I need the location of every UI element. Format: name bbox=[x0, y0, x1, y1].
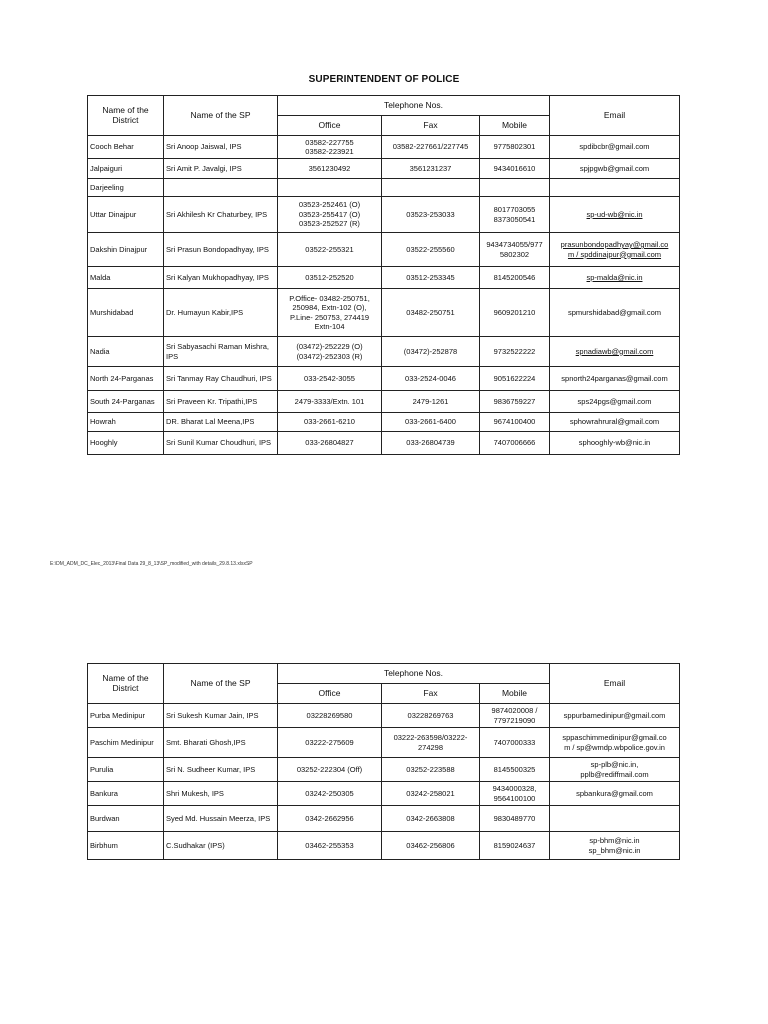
email-cell: spjpgwb@gmail.com bbox=[550, 159, 680, 179]
district-cell: Burdwan bbox=[88, 806, 164, 832]
fax-cell bbox=[382, 179, 480, 197]
office-phone-cell: 033-2542-3055 bbox=[278, 367, 382, 391]
sp-name-cell: Sri Prasun Bondopadhyay, IPS bbox=[164, 233, 278, 267]
district-cell: Dakshin Dinajpur bbox=[88, 233, 164, 267]
district-cell: Purulia bbox=[88, 758, 164, 782]
header-office: Office bbox=[278, 684, 382, 704]
email-cell: sp-plb@nic.in, pplb@rediffmail.com bbox=[550, 758, 680, 782]
header-fax: Fax bbox=[382, 116, 480, 136]
header-office: Office bbox=[278, 116, 382, 136]
mobile-cell: 7407006666 bbox=[480, 432, 550, 455]
sp-name-cell: Dr. Humayun Kabir,IPS bbox=[164, 289, 278, 337]
mobile-cell: 9434000328, 9564100100 bbox=[480, 782, 550, 806]
sp-name-cell: Sri Akhilesh Kr Chaturbey, IPS bbox=[164, 197, 278, 233]
district-cell: Murshidabad bbox=[88, 289, 164, 337]
email-cell: sphooghly-wb@nic.in bbox=[550, 432, 680, 455]
district-cell: Malda bbox=[88, 267, 164, 289]
mobile-cell: 9051622224 bbox=[480, 367, 550, 391]
header-telephone: Telephone Nos. bbox=[278, 664, 550, 684]
district-cell: South 24-Parganas bbox=[88, 391, 164, 413]
office-phone-cell: 03523-252461 (O) 03523-255417 (O) 03523-252527 (R) bbox=[278, 197, 382, 233]
district-cell: Howrah bbox=[88, 413, 164, 432]
office-phone-cell: 03228269580 bbox=[278, 704, 382, 728]
office-phone-cell: 03252-222304 (Off) bbox=[278, 758, 382, 782]
fax-cell: 3561231237 bbox=[382, 159, 480, 179]
sp-table-2-body bbox=[88, 704, 680, 860]
table-row bbox=[88, 806, 680, 832]
fax-cell: 033-2524-0046 bbox=[382, 367, 480, 391]
office-phone-cell: 03512-252520 bbox=[278, 267, 382, 289]
office-phone-cell: 03242-250305 bbox=[278, 782, 382, 806]
mobile-cell: 8145200546 bbox=[480, 267, 550, 289]
table-row bbox=[88, 782, 680, 806]
district-cell: Purba Medinipur bbox=[88, 704, 164, 728]
office-phone-cell bbox=[278, 179, 382, 197]
sp-name-cell: Sri Sabyasachi Raman Mishra, IPS bbox=[164, 337, 278, 367]
mobile-cell: 7407000333 bbox=[480, 728, 550, 758]
office-phone-cell: 2479-3333/Extn. 101 bbox=[278, 391, 382, 413]
sp-table-1-body bbox=[88, 136, 680, 455]
mobile-cell: 9836759227 bbox=[480, 391, 550, 413]
sp-name-cell: Sri Sunil Kumar Choudhuri, IPS bbox=[164, 432, 278, 455]
mobile-cell: 8145500325 bbox=[480, 758, 550, 782]
email-cell: sp-ud-wb@nic.in bbox=[550, 197, 680, 233]
table-row bbox=[88, 832, 680, 860]
table-row bbox=[88, 432, 680, 455]
office-phone-cell: 033-2661-6210 bbox=[278, 413, 382, 432]
mobile-cell: 9830489770 bbox=[480, 806, 550, 832]
header-email: Email bbox=[550, 96, 680, 136]
email-cell: spdibcbr@gmail.com bbox=[550, 136, 680, 159]
email-cell: sppaschimmedinipur@gmail.co m / sp@wmdp.wbpolice.gov.in bbox=[550, 728, 680, 758]
sp-table-2 bbox=[87, 663, 680, 860]
sp-table-1 bbox=[87, 95, 680, 455]
office-phone-cell: 3561230492 bbox=[278, 159, 382, 179]
district-cell: Darjeeling bbox=[88, 179, 164, 197]
email-cell: spmurshidabad@gmail.com bbox=[550, 289, 680, 337]
fax-cell: 03462-256806 bbox=[382, 832, 480, 860]
fax-cell: 03522-255560 bbox=[382, 233, 480, 267]
sp-name-cell: Sri Sukesh Kumar Jain, IPS bbox=[164, 704, 278, 728]
district-cell: North 24-Parganas bbox=[88, 367, 164, 391]
header-fax: Fax bbox=[382, 684, 480, 704]
email-cell: sp-bhm@nic.in sp_bhm@nic.in bbox=[550, 832, 680, 860]
district-cell: Paschim Medinipur bbox=[88, 728, 164, 758]
table-row bbox=[88, 367, 680, 391]
email-cell: sp-malda@nic.in bbox=[550, 267, 680, 289]
fax-cell: 03582-227661/227745 bbox=[382, 136, 480, 159]
fax-cell: 03252-223588 bbox=[382, 758, 480, 782]
sp-name-cell: Smt. Bharati Ghosh,IPS bbox=[164, 728, 278, 758]
sp-name-cell bbox=[164, 179, 278, 197]
sp-name-cell: Sri Praveen Kr. Tripathi,IPS bbox=[164, 391, 278, 413]
office-phone-cell: 03582-227755 03582-223921 bbox=[278, 136, 382, 159]
table-row bbox=[88, 197, 680, 233]
header-telephone: Telephone Nos. bbox=[278, 96, 550, 116]
table-row bbox=[88, 136, 680, 159]
sp-name-cell: Sri Anoop Jaiswal, IPS bbox=[164, 136, 278, 159]
fax-cell: 03222-263598/03222- 274298 bbox=[382, 728, 480, 758]
office-phone-cell: 03522-255321 bbox=[278, 233, 382, 267]
email-cell bbox=[550, 806, 680, 832]
fax-cell: 03242-258021 bbox=[382, 782, 480, 806]
mobile-cell: 9609201210 bbox=[480, 289, 550, 337]
email-cell: prasunbondopadhyay@gmail.co m / spddinajpur@gmail.com bbox=[550, 233, 680, 267]
header-email: Email bbox=[550, 664, 680, 704]
mobile-cell: 9775802301 bbox=[480, 136, 550, 159]
fax-cell: 03512-253345 bbox=[382, 267, 480, 289]
email-cell: sphowrahrural@gmail.com bbox=[550, 413, 680, 432]
fax-cell: 033-2661-6400 bbox=[382, 413, 480, 432]
sp-name-cell: Syed Md. Hussain Meerza, IPS bbox=[164, 806, 278, 832]
email-cell: sps24pgs@gmail.com bbox=[550, 391, 680, 413]
email-cell: spnorth24parganas@gmail.com bbox=[550, 367, 680, 391]
email-cell: spnadiawb@gmail.com bbox=[550, 337, 680, 367]
sp-name-cell: C.Sudhakar (IPS) bbox=[164, 832, 278, 860]
email-cell: sppurbamedinipur@gmail.com bbox=[550, 704, 680, 728]
fax-cell: 03523-253033 bbox=[382, 197, 480, 233]
fax-cell: 033-26804739 bbox=[382, 432, 480, 455]
office-phone-cell: P.Office- 03482-250751, 250984, Extn-102 (O), P.Line- 250753, 274419 Extn-104 bbox=[278, 289, 382, 337]
table-row bbox=[88, 179, 680, 197]
mobile-cell: 9434016610 bbox=[480, 159, 550, 179]
file-path: E:\DM_ADM_DC_Elec_2013\Final Data 29_8_13\SP_modified_with details_29.8.13.xlsxSP bbox=[50, 561, 253, 567]
email-cell: spbankura@gmail.com bbox=[550, 782, 680, 806]
office-phone-cell: 033-26804827 bbox=[278, 432, 382, 455]
district-cell: Birbhum bbox=[88, 832, 164, 860]
fax-cell: 03482-250751 bbox=[382, 289, 480, 337]
mobile-cell: 9434734055/977 5802302 bbox=[480, 233, 550, 267]
district-cell: Hooghly bbox=[88, 432, 164, 455]
page-title: SUPERINTENDENT OF POLICE bbox=[308, 74, 460, 85]
table-row bbox=[88, 758, 680, 782]
sp-name-cell: Sri N. Sudheer Kumar, IPS bbox=[164, 758, 278, 782]
mobile-cell bbox=[480, 179, 550, 197]
district-cell: Uttar Dinajpur bbox=[88, 197, 164, 233]
fax-cell: 2479-1261 bbox=[382, 391, 480, 413]
header-sp-name: Name of the SP bbox=[164, 96, 278, 136]
email-cell bbox=[550, 179, 680, 197]
mobile-cell: 9674100400 bbox=[480, 413, 550, 432]
mobile-cell: 8159024637 bbox=[480, 832, 550, 860]
office-phone-cell: 03462-255353 bbox=[278, 832, 382, 860]
sp-name-cell: Shri Mukesh, IPS bbox=[164, 782, 278, 806]
table-row bbox=[88, 704, 680, 728]
header-district: Name of the District bbox=[88, 664, 164, 704]
office-phone-cell: 03222-275609 bbox=[278, 728, 382, 758]
table-row bbox=[88, 413, 680, 432]
header-district: Name of the District bbox=[88, 96, 164, 136]
district-cell: Cooch Behar bbox=[88, 136, 164, 159]
office-phone-cell: 0342-2662956 bbox=[278, 806, 382, 832]
table-row bbox=[88, 391, 680, 413]
table-row bbox=[88, 159, 680, 179]
fax-cell: 03228269763 bbox=[382, 704, 480, 728]
district-cell: Bankura bbox=[88, 782, 164, 806]
table-row bbox=[88, 337, 680, 367]
mobile-cell: 9874020008 / 7797219090 bbox=[480, 704, 550, 728]
header-sp-name: Name of the SP bbox=[164, 664, 278, 704]
table-row bbox=[88, 289, 680, 337]
sp-name-cell: Sri Amit P. Javalgi, IPS bbox=[164, 159, 278, 179]
header-mobile: Mobile bbox=[480, 684, 550, 704]
sp-name-cell: Sri Kalyan Mukhopadhyay, IPS bbox=[164, 267, 278, 289]
district-cell: Nadia bbox=[88, 337, 164, 367]
table-row bbox=[88, 728, 680, 758]
district-cell: Jalpaiguri bbox=[88, 159, 164, 179]
header-mobile: Mobile bbox=[480, 116, 550, 136]
sp-name-cell: Sri Tanmay Ray Chaudhuri, IPS bbox=[164, 367, 278, 391]
mobile-cell: 9732522222 bbox=[480, 337, 550, 367]
sp-name-cell: DR. Bharat Lal Meena,IPS bbox=[164, 413, 278, 432]
fax-cell: (03472)-252878 bbox=[382, 337, 480, 367]
fax-cell: 0342-2663808 bbox=[382, 806, 480, 832]
mobile-cell: 8017703055 8373050541 bbox=[480, 197, 550, 233]
table-row bbox=[88, 233, 680, 267]
office-phone-cell: (03472)-252229 (O) (03472)-252303 (R) bbox=[278, 337, 382, 367]
table-row bbox=[88, 267, 680, 289]
